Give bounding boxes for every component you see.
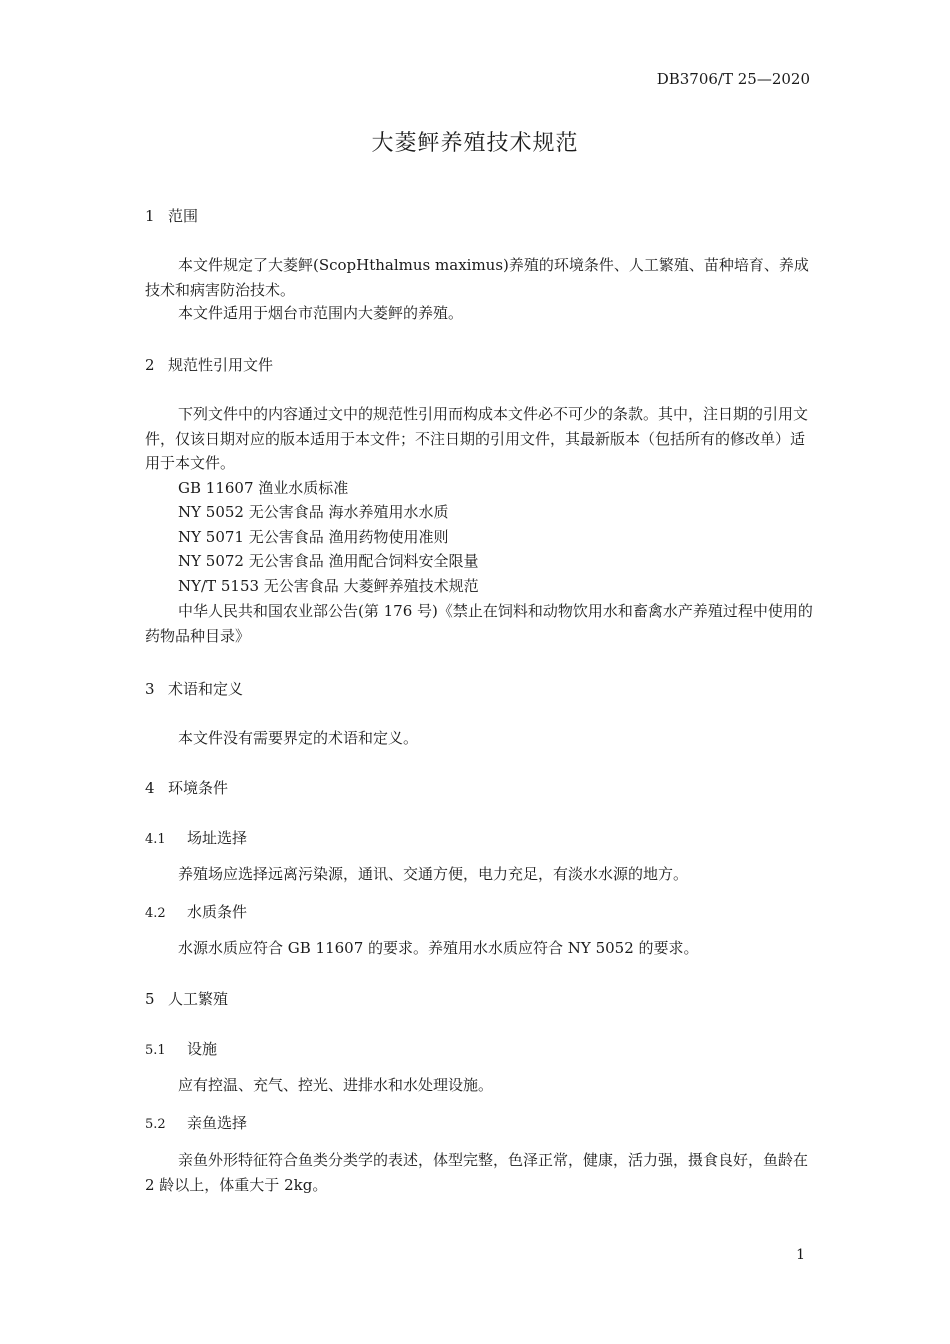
section-2-heading [145, 354, 273, 375]
section-1-paragraph-2: 本文件适用于烟台市范围内大菱鲆的养殖。 [178, 304, 464, 322]
subsection-5-1-text: 应有控温、充气、控光、进排水和水处理设施。 [178, 1076, 494, 1094]
section-title: 规范性引用文件 [168, 356, 274, 374]
subsection-5-2-heading [145, 1112, 247, 1133]
subsection-4-2-text: 水源水质应符合 GB 11607 的要求。养殖用水水质应符合 NY 5052 的要求。 [178, 939, 699, 957]
section-title: 术语和定义 [168, 680, 244, 698]
subsection-5-1-heading [145, 1038, 217, 1059]
section-number: 4 [145, 779, 155, 797]
section-4-heading [145, 777, 228, 798]
subsection-4-1-heading [145, 827, 247, 848]
section-title: 人工繁殖 [168, 990, 229, 1008]
section-title: 范围 [168, 207, 199, 225]
reference-item: NY/T 5153 无公害食品 大菱鲆养殖技术规范 [178, 577, 479, 595]
reference-item: NY 5052 无公害食品 海水养殖用水水质 [178, 503, 449, 521]
subsection-4-1-text: 养殖场应选择远离污染源，通讯、交通方便，电力充足，有淡水水源的地方。 [178, 865, 689, 883]
section-number: 1 [145, 207, 155, 225]
subsection-number: 5.1 [145, 1043, 166, 1058]
section-number: 2 [145, 356, 155, 374]
subsection-title: 设施 [187, 1040, 218, 1058]
section-2-paragraph-1: 下列文件中的内容通过文中的规范性引用而构成本文件必不可少的条款。其中，注日期的引用文件，仅该日期对应的版本适用于本文件；不注日期的引用文件，其最新版本（包括所有的修改单）适用于本文件。 [145, 405, 809, 472]
section-number: 3 [145, 680, 155, 698]
subsection-number: 4.2 [145, 906, 166, 921]
section-3-paragraph: 本文件没有需要界定的术语和定义。 [178, 729, 419, 747]
section-3-heading [145, 678, 243, 699]
document-title: 大菱鲆养殖技术规范 [371, 131, 579, 156]
subsection-title: 亲鱼选择 [187, 1114, 248, 1132]
section-5-heading [145, 988, 228, 1009]
section-number: 5 [145, 990, 155, 1008]
document-code: DB3706/T 25—2020 [656, 70, 810, 88]
subsection-number: 4.1 [145, 832, 166, 847]
reference-item: NY 5072 无公害食品 渔用配合饲料安全限量 [178, 552, 479, 570]
section-title: 环境条件 [168, 779, 229, 797]
subsection-title: 场址选择 [187, 829, 248, 847]
subsection-5-2-text: 亲鱼外形特征符合鱼类分类学的表述，体型完整，色泽正常，健康，活力强，摄食良好，鱼龄在 2 龄以上，体重大于 2kg。 [145, 1151, 809, 1194]
section-1-heading [145, 205, 198, 226]
section-1-paragraph-1: 本文件规定了大菱鲆(ScopHthalmus maximus)养殖的环境条件、人工繁殖、苗种培育、养成技术和病害防治技术。 [145, 256, 809, 299]
subsection-4-2-heading [145, 901, 247, 922]
reference-announcement: 中华人民共和国农业部公告(第 176 号)《禁止在饲料和动物饮用水和畜禽水产养殖过程中使用的药物品种目录》 [145, 602, 813, 645]
page-number: 1 [796, 1247, 805, 1263]
reference-item: GB 11607 渔业水质标准 [178, 479, 349, 497]
subsection-title: 水质条件 [187, 903, 248, 921]
reference-item: NY 5071 无公害食品 渔用药物使用准则 [178, 528, 449, 546]
subsection-number: 5.2 [145, 1117, 166, 1132]
